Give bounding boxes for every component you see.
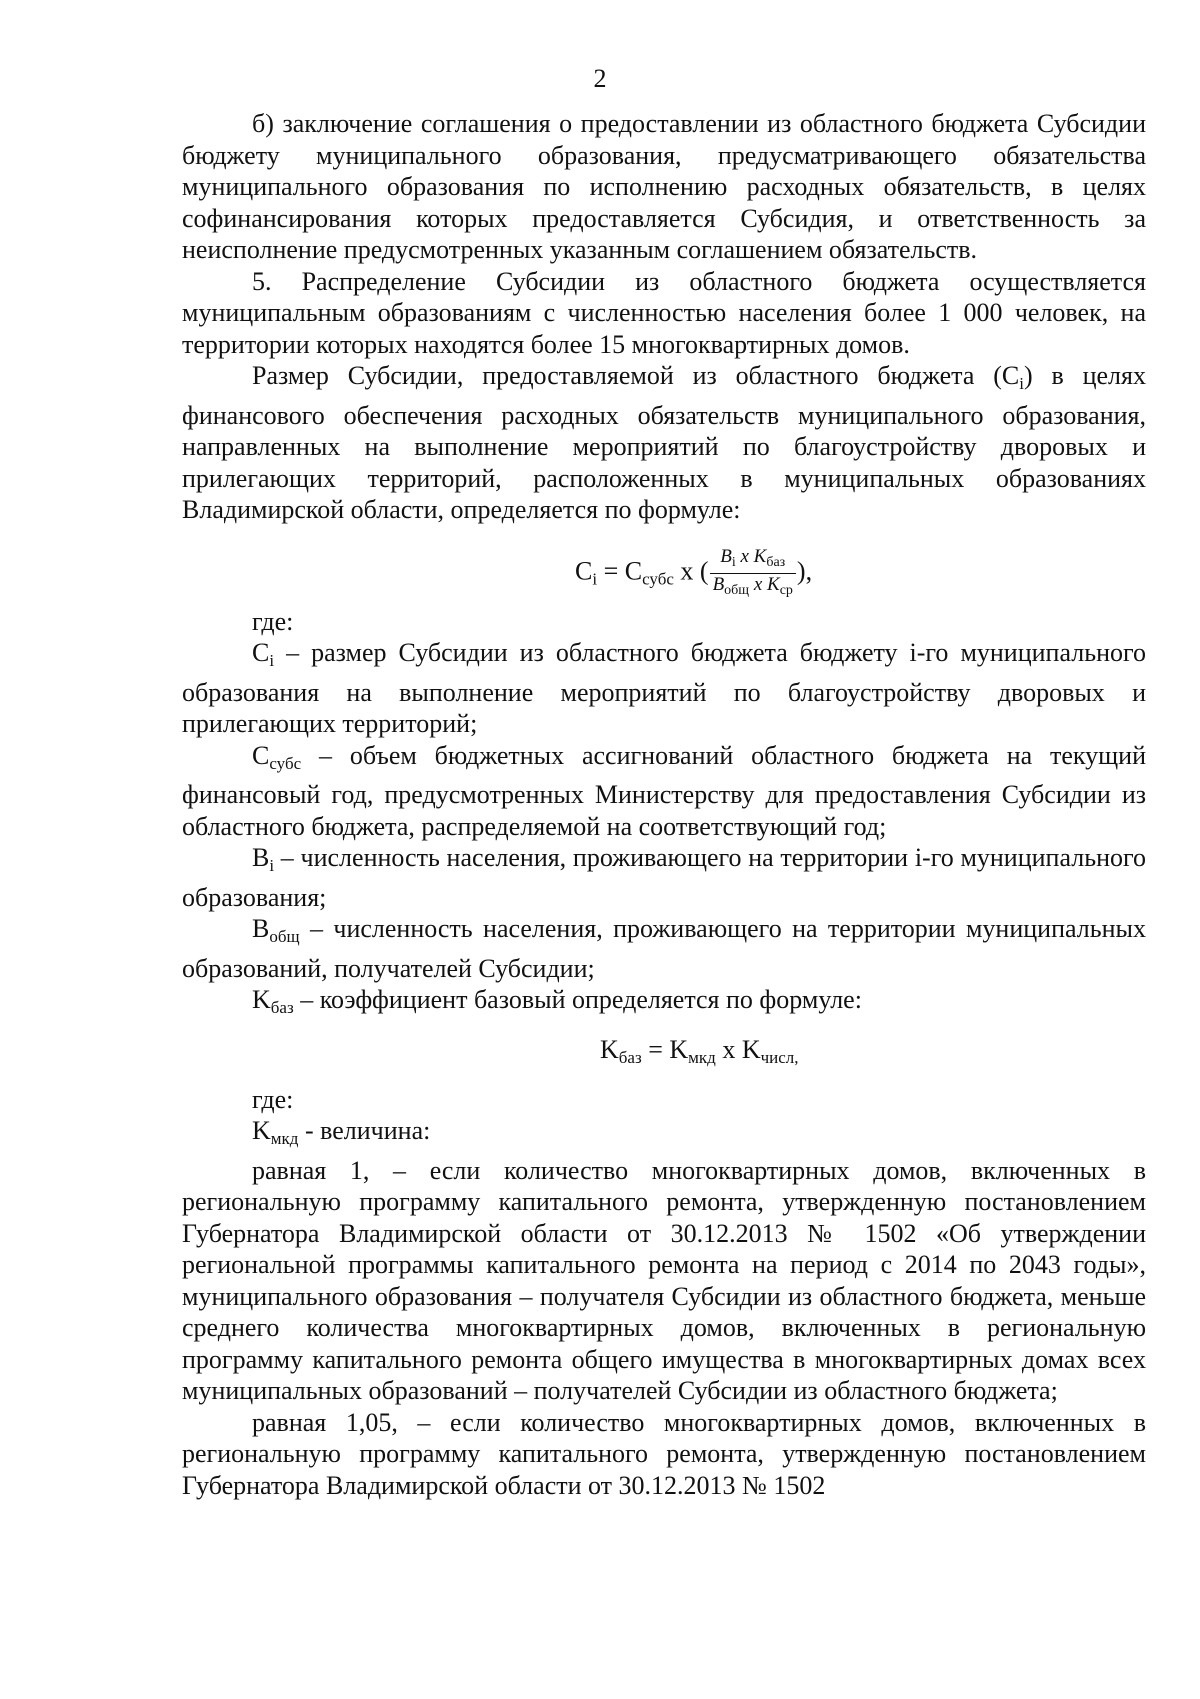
page-number: 2 bbox=[593, 64, 607, 93]
paragraph-subsidy-size: Размер Субсидии, предоставляемой из областного бюджета $(C_i)$ в целях финансового обеспечения расходных обязательств муниципального образования, направленных на выполнение мероприятий по благоустройству дворовых и прилегающих территорий, расположенных в муниципальных образованиях Владимирской области, определяется по формуле: bbox=[182, 361, 1146, 524]
formula-fraction: $\frac{B_i x K_{баз}}{B_{общ} x K_{ср}}$ bbox=[710, 546, 796, 601]
formula-kbaz: $K_{баз} = K_{мкд}$ x $K_{числ,}$ bbox=[600, 1034, 799, 1067]
definition-bi: $B_i$ – численность населения, проживающего на территории i-го муниципального образования; bbox=[182, 843, 1146, 912]
document-body bbox=[182, 108, 1146, 1501]
definition-csubs: $C_{субс}$ – объем бюджетных ассигнований областного бюджета на текущий финансовый год, предусмотренных Министерству для предоставления Субсидии из областного бюджета, распределяемой на соответствующий год; bbox=[182, 740, 1146, 841]
paragraph-distribution: 5. Распределение Субсидии из областного бюджета осуществляется муниципальным образованиям с численностью населения более 1 000 человек, на территории которых находятся более 15 многоквартирных домов. bbox=[182, 266, 1146, 359]
paragraph-agreement: б) заключение соглашения о предоставлении из областного бюджета Субсидии бюджету муниципального образования, предусматривающего обязательства муниципального образования по исполнению расходных обязательств, в целях софинансирования которых предоставляется Субсидия, и ответственность за неисполнение предусмотренных указанным соглашением обязательств. bbox=[182, 109, 1146, 264]
paragraph-equal-105: равная 1,05, – если количество многоквартирных домов, включенных в региональную программу капитального ремонта, утвержденную постановлением Губернатора Владимирской области от 30.12.2013 № 1502 bbox=[182, 1407, 1146, 1500]
definition-bobsch: $B_{общ}$ – численность населения, проживающего на территории муниципальных образований, получателей Субсидии; bbox=[182, 914, 1146, 983]
where-label-2: где: bbox=[252, 1084, 294, 1114]
definition-ci: $C_i$ – размер Субсидии из областного бюджета бюджету i-го муниципального образования на выполнение мероприятий по благоустройству дворовых и прилегающих территорий; bbox=[182, 638, 1146, 738]
where-label-1: где: bbox=[252, 606, 294, 636]
definition-kbaz: $K_{баз}$ – коэффициент базовый определяется по формуле: bbox=[252, 985, 862, 1017]
formula-subsidy: $C_i = C_{субс}$ x ( $\frac{B_i x K_{баз}}{B_{общ} x K_{ср}}$ ), bbox=[182, 526, 1146, 606]
definition-kmkd: $K_{мкд}$ - величина: bbox=[252, 1116, 431, 1148]
paragraph-equal-1: равная 1, – если количество многоквартирных домов, включенных в региональную программу капитального ремонта, утвержденную постановлением Губернатора Владимирской области от 30.12.2013 № 1502 «Об утверждении региональной программы капитального ремонта на период с 2014 по 2043 годы», муниципального образования – получателя Субсидии из областного бюджета, меньше среднего количества многоквартирных домов, включенных в региональную программу капитального ремонта общего имущества в многоквартирных домах всех муниципальных образований – получателей Субсидии из областного бюджета; bbox=[182, 1155, 1146, 1405]
